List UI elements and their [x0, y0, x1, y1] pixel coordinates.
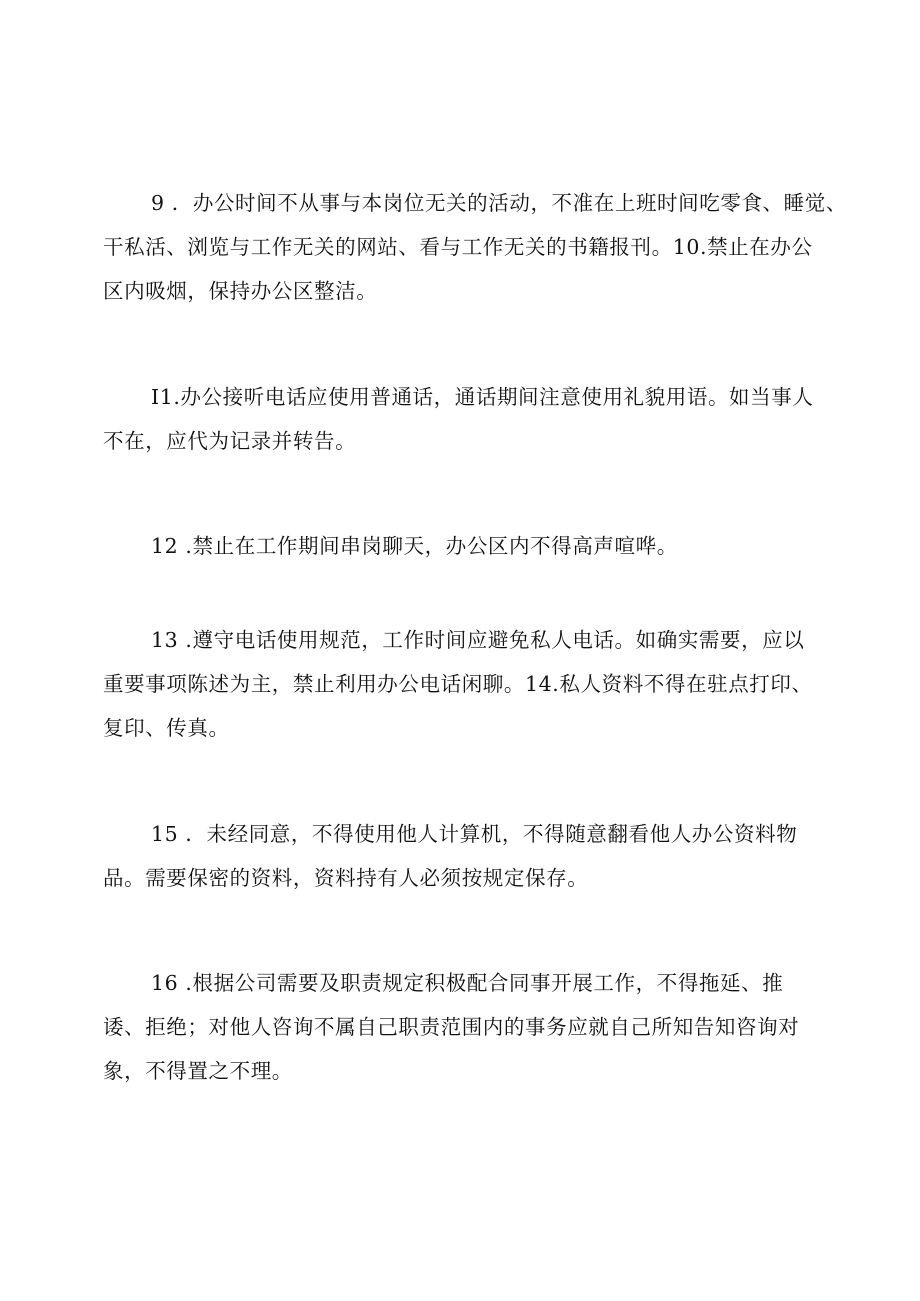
- paragraph-line: 9 ．办公时间不从事与本岗位无关的活动，不准在上班时间吃零食、睡觉、: [151, 191, 847, 215]
- paragraph-rule-15: [103, 812, 843, 900]
- paragraph-line: 重要事项陈述为主，禁止利用办公电话闲聊。14.私人资料不得在驻点打印、: [103, 672, 813, 696]
- paragraph-line: 干私活、浏览与工作无关的网站、看与工作无关的书籍报刊。10.禁止在办公: [103, 235, 813, 259]
- paragraph-line: 12 .禁止在工作期间串岗聊天，办公区内不得高声喧哗。: [151, 534, 678, 558]
- paragraph-line: 16 .根据公司需要及职责规定积极配合同事开展工作，不得拖延、推: [151, 971, 784, 995]
- paragraph-line: 不在，应代为记录并转告。: [103, 429, 357, 453]
- paragraph-line: 15 ．未经同意，不得使用他人计算机，不得随意翻看他人办公资料物: [151, 822, 798, 846]
- paragraph-line: I1.办公接听电话应使用普通话，通话期间注意使用礼貌用语。如当事人: [151, 385, 814, 409]
- paragraph-line: 品。需要保密的资料，资料持有人必须按规定保存。: [103, 866, 589, 890]
- paragraph-line: 诿、拒绝；对他人咨询不属自己职责范围内的事务应就自己所知告知咨询对: [103, 1015, 800, 1039]
- paragraph-line: 区内吸烟，保持办公区整洁。: [103, 279, 378, 303]
- paragraph-rule-9: [103, 181, 847, 313]
- paragraph-line: 象，不得置之不理。: [103, 1059, 293, 1083]
- paragraph-rule-13: [103, 618, 843, 750]
- paragraph-rule-16: [103, 961, 843, 1093]
- paragraph-line: 13 .遵守电话使用规范，工作时间应避免私人电话。如确实需要，应以: [151, 628, 805, 652]
- paragraph-rule-12: [103, 524, 843, 568]
- paragraph-line: 复印、传真。: [103, 716, 230, 740]
- paragraph-rule-11: [103, 375, 843, 463]
